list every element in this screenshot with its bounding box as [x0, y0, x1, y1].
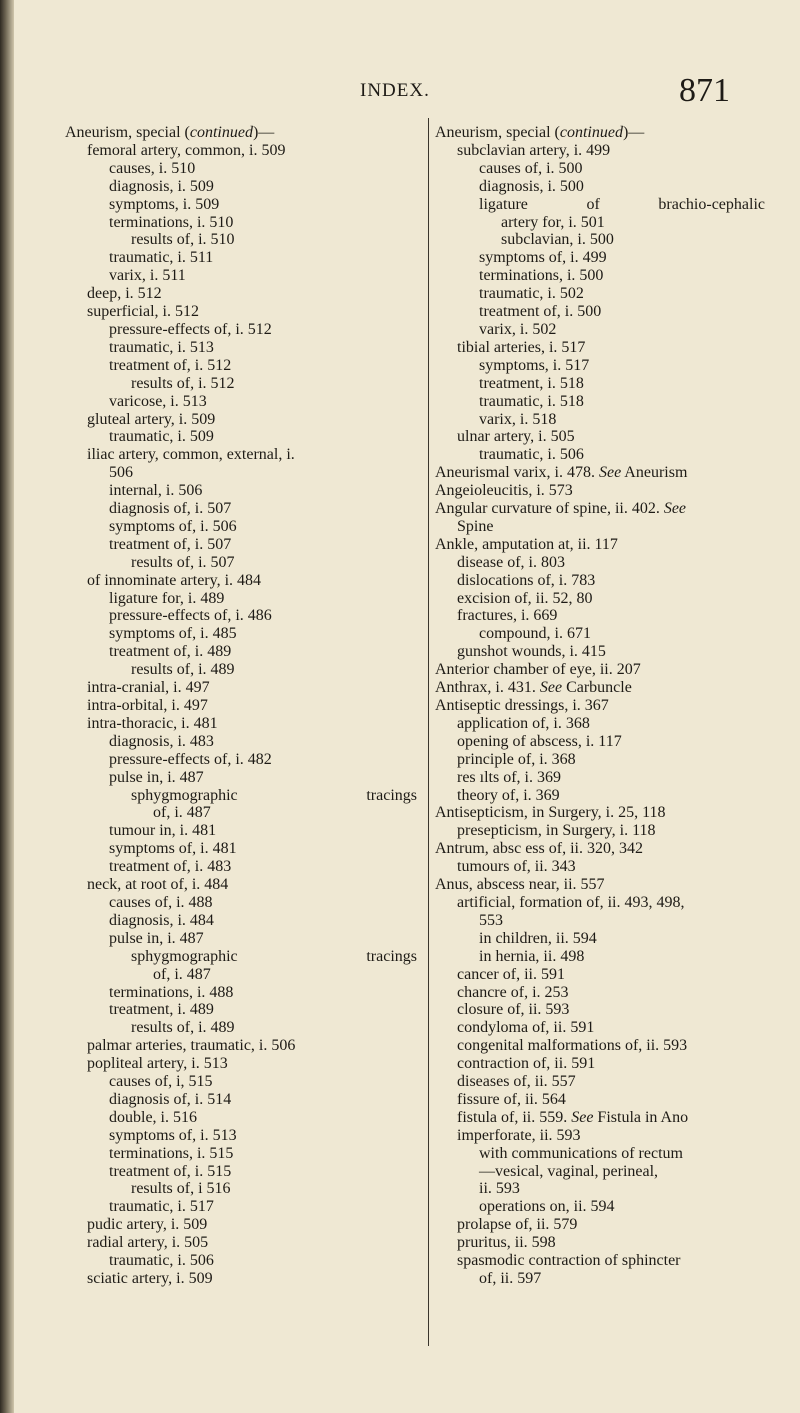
index-entry: terminations, i. 488 [109, 983, 234, 1001]
index-entry: presepticism, in Surgery, i. 118 [457, 822, 656, 840]
index-entry: of, i. 487 [153, 804, 211, 822]
index-entry: congenital malformations of, ii. 593 [457, 1037, 688, 1055]
page-number: 871 [679, 72, 730, 109]
index-entry: Aneurism, special (continued)— [65, 124, 275, 141]
index-entry: closure of, ii. 593 [457, 1001, 570, 1019]
index-entry: pressure-effects of, i. 512 [109, 320, 272, 338]
index-entry: symptoms of, i. 481 [109, 840, 237, 858]
index-entry: contraction of, ii. 591 [457, 1055, 596, 1073]
index-entry: operations on, ii. 594 [479, 1198, 615, 1216]
index-entry: opening of abscess, i. 117 [457, 732, 622, 750]
index-entry: traumatic, i. 511 [109, 249, 214, 267]
index-entry: Antisepticism, in Surgery, i. 25, 118 [435, 804, 666, 822]
index-entry: of, i. 487 [153, 965, 211, 983]
index-entry: sphygmographic tracings [131, 786, 417, 804]
index-entry: condyloma of, ii. 591 [457, 1019, 595, 1037]
index-entry: terminations, i. 515 [109, 1144, 234, 1162]
index-entry: Aneurismal varix, i. 478. See Aneurism [435, 464, 688, 482]
index-entry: symptoms, i. 509 [109, 195, 220, 213]
index-entry: results of, i. 512 [131, 374, 235, 392]
index-entry: sphygmographic tracings [131, 947, 417, 965]
index-entry: traumatic, i. 513 [109, 338, 214, 356]
index-entry: pruritus, ii. 598 [457, 1234, 556, 1252]
index-entry: compound, i. 671 [479, 625, 591, 643]
index-entry: results of, i. 507 [131, 553, 235, 571]
running-title: INDEX. [360, 80, 430, 101]
index-entry: artificial, formation of, ii. 493, 498, [457, 893, 685, 911]
index-entry: ii. 593 [479, 1180, 520, 1198]
index-entry: radial artery, i. 505 [87, 1234, 209, 1252]
index-entry: theory of, i. 369 [457, 786, 560, 804]
index-entry: 553 [479, 911, 503, 929]
index-entry: treatment of, i. 500 [479, 303, 602, 321]
index-entry: imperforate, ii. 593 [457, 1126, 581, 1144]
index-entry: double, i. 516 [109, 1108, 197, 1126]
index-entry: diagnosis, i. 500 [479, 177, 584, 195]
index-entry: symptoms of, i. 485 [109, 625, 237, 643]
index-entry: neck, at root of, i. 484 [87, 876, 229, 894]
index-entry: principle of, i. 368 [457, 750, 576, 768]
index-entry: terminations, i. 500 [479, 267, 604, 285]
index-entry: pressure-effects of, i. 482 [109, 750, 272, 768]
index-entry: fractures, i. 669 [457, 607, 558, 625]
index-entry: cancer of, ii. 591 [457, 965, 565, 983]
index-entry: Antiseptic dressings, i. 367 [435, 697, 609, 714]
index-entry: treatment of, i. 507 [109, 535, 232, 553]
index-entry: pudic artery, i. 509 [87, 1216, 208, 1234]
index-entry: subclavian artery, i. 499 [457, 141, 611, 159]
index-entry: diagnosis of, i. 514 [109, 1090, 232, 1108]
index-entry: in children, ii. 594 [479, 929, 597, 947]
index-entry: Anterior chamber of eye, ii. 207 [435, 661, 641, 679]
index-entry: femoral artery, common, i. 509 [87, 141, 286, 159]
index-entry: symptoms of, i. 506 [109, 517, 237, 535]
index-entry: Spine [457, 517, 494, 535]
index-entry: deep, i. 512 [87, 285, 162, 303]
index-entry: Anus, abscess near, ii. 557 [435, 876, 605, 894]
index-entry: intra-thoracic, i. 481 [87, 714, 218, 732]
index-entry: intra-cranial, i. 497 [87, 679, 210, 697]
index-entry: res ılts of, i. 369 [457, 768, 561, 786]
index-entry: results of, i. 489 [131, 1019, 235, 1037]
index-entry: iliac artery, common, external, i. [87, 446, 295, 464]
index-entry: gunshot wounds, i. 415 [457, 643, 606, 661]
index-entry: dislocations of, i. 783 [457, 571, 596, 589]
index-entry: with communications of rectum [479, 1144, 683, 1162]
index-entry: diagnosis, i. 509 [109, 177, 214, 195]
book-spine-shadow [0, 0, 14, 1413]
index-entry: treatment, i. 518 [479, 374, 584, 392]
index-entry: of innominate artery, i. 484 [87, 571, 262, 589]
index-entry: causes of, i. 488 [109, 893, 213, 911]
index-entry: causes of, i. 500 [479, 159, 583, 177]
index-entry: diagnosis of, i. 507 [109, 500, 232, 518]
index-entry: disease of, i. 803 [457, 553, 565, 571]
index-entry: in hernia, ii. 498 [479, 947, 585, 965]
index-entry: of, ii. 597 [479, 1270, 542, 1287]
index-entry: tumours of, ii. 343 [457, 858, 576, 876]
index-entry: terminations, i. 510 [109, 213, 234, 231]
index-entry: traumatic, i. 506 [109, 1252, 214, 1270]
index-entry: traumatic, i. 502 [479, 285, 584, 303]
index-entry: pressure-effects of, i. 486 [109, 607, 272, 625]
index-entry: varix, i. 518 [479, 410, 557, 428]
index-entry: superficial, i. 512 [87, 303, 199, 321]
index-entry: pulse in, i. 487 [109, 768, 204, 786]
index-entry: prolapse of, ii. 579 [457, 1216, 578, 1234]
index-entry: symptoms, i. 517 [479, 356, 590, 374]
index-entry: 506 [109, 464, 133, 482]
index-entry: Ankle, amputation at, ii. 117 [435, 535, 618, 553]
index-entry: Anthrax, i. 431. See Carbuncle [435, 679, 632, 697]
index-entry: results of, i. 489 [131, 661, 235, 679]
index-entry: intra-orbital, i. 497 [87, 697, 208, 714]
index-entry: palmar arteries, traumatic, i. 506 [87, 1037, 296, 1055]
index-entry: varix, i. 511 [109, 267, 186, 285]
index-entry: fistula of, ii. 559. See Fistula in Ano [457, 1108, 689, 1126]
index-entry: internal, i. 506 [109, 482, 203, 500]
index-entry: treatment of, i. 512 [109, 356, 232, 374]
page-header [360, 72, 730, 112]
column-divider [428, 118, 429, 1346]
index-entry: treatment of, i. 489 [109, 643, 232, 661]
index-entry: application of, i. 368 [457, 714, 590, 732]
index-entry: tibial arteries, i. 517 [457, 338, 586, 356]
index-entry: results of, i. 510 [131, 231, 235, 249]
index-entry: gluteal artery, i. 509 [87, 410, 216, 428]
index-entry: traumatic, i. 506 [479, 446, 584, 464]
index-entry: symptoms of, i. 513 [109, 1126, 237, 1144]
index-entry: sciatic artery, i. 509 [87, 1270, 213, 1287]
index-entry: subclavian, i. 500 [501, 231, 614, 249]
index-entry: traumatic, i. 517 [109, 1198, 214, 1216]
index-column-right [435, 124, 765, 1288]
index-entry: diseases of, ii. 557 [457, 1073, 576, 1091]
index-entry: fissure of, ii. 564 [457, 1090, 566, 1108]
index-entry: ligature for, i. 489 [109, 589, 225, 607]
index-entry: symptoms of, i. 499 [479, 249, 607, 267]
index-entry: traumatic, i. 509 [109, 428, 214, 446]
index-entry: traumatic, i. 518 [479, 392, 584, 410]
index-entry: chancre of, i. 253 [457, 983, 569, 1001]
index-entry: spasmodic contraction of sphincter [457, 1252, 681, 1270]
index-entry: treatment, i. 489 [109, 1001, 214, 1019]
index-entry: diagnosis, i. 483 [109, 732, 214, 750]
index-entry: Angeioleucitis, i. 573 [435, 482, 573, 500]
index-entry: causes, i. 510 [109, 159, 196, 177]
index-entry: excision of, ii. 52, 80 [457, 589, 593, 607]
index-entry: ligature of brachio-cephalic [479, 195, 765, 213]
index-entry: artery for, i. 501 [501, 213, 605, 231]
index-entry: Angular curvature of spine, ii. 402. See [435, 500, 687, 518]
index-entry: causes of, i, 515 [109, 1073, 213, 1091]
index-entry: pulse in, i. 487 [109, 929, 204, 947]
index-entry: popliteal artery, i. 513 [87, 1055, 228, 1073]
index-entry: tumour in, i. 481 [109, 822, 217, 840]
index-entry: ulnar artery, i. 505 [457, 428, 575, 446]
index-entry: results of, i 516 [131, 1180, 231, 1198]
index-entry: diagnosis, i. 484 [109, 911, 214, 929]
index-entry: Antrum, absc ess of, ii. 320, 342 [435, 840, 643, 858]
index-entry: varicose, i. 513 [109, 392, 207, 410]
index-entry: —vesical, vaginal, perineal, [479, 1162, 659, 1180]
index-entry: varix, i. 502 [479, 320, 557, 338]
index-column-left [65, 124, 417, 1288]
index-entry: treatment of, i. 483 [109, 858, 232, 876]
index-entry: treatment of, i. 515 [109, 1162, 232, 1180]
index-entry: Aneurism, special (continued)— [435, 124, 645, 141]
